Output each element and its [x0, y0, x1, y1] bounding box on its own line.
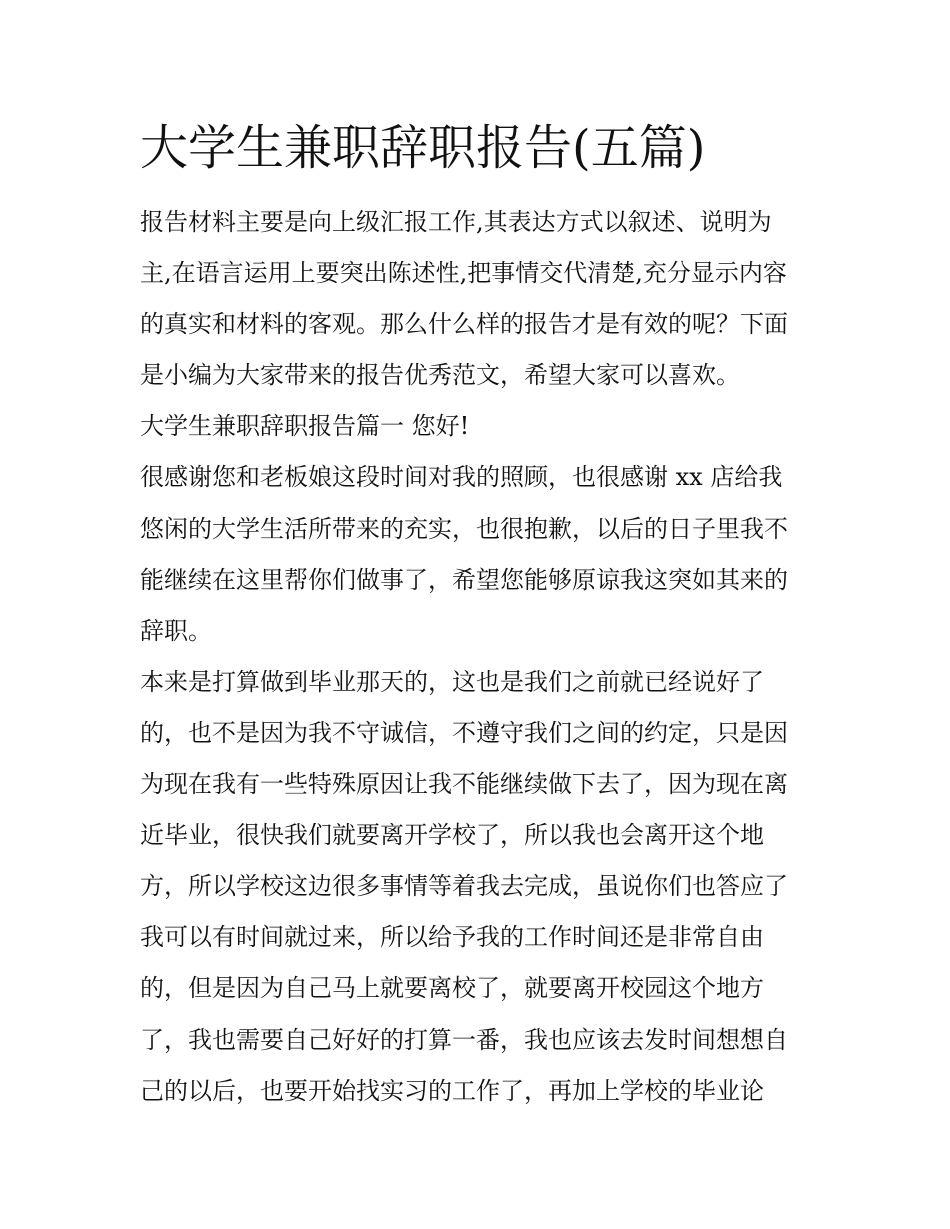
intro-line-2: 主,在语言运用上要突出陈述性,把事情交代清楚,充分显示内容	[140, 259, 787, 288]
paragraph-2-line-2: 的，也不是因为我不守诚信，不遵守我们之间的约定，只是因	[140, 718, 788, 747]
paragraph-2-line-7: 的，但是因为自己马上就要离校了，就要离开校园这个地方	[140, 974, 764, 1003]
intro-line-1: 报告材料主要是向上级汇报工作,其表达方式以叙述、说明为	[140, 208, 772, 236]
paragraph-2-line-5: 方，所以学校这边很多事情等着我去完成，虽说你们也答应了	[140, 872, 788, 901]
paragraph-2-line-9: 己的以后，也要开始找实习的工作了，再加上学校的毕业论	[140, 1076, 764, 1105]
paragraph-1-line-1: 很感谢您和老板娘这段时间对我的照顾，也很感谢 xx 店给我	[140, 463, 783, 492]
paragraph-2-line-4: 近毕业，很快我们就要离开学校了，所以我也会离开这个地	[140, 821, 764, 850]
intro-line-4: 是小编为大家带来的报告优秀范文，希望大家可以喜欢。	[140, 361, 740, 390]
document-title: 大学生兼职辞职报告(五篇)	[140, 120, 706, 176]
section-heading-line: 大学生兼职辞职报告篇一 您好!	[140, 412, 470, 441]
document-body	[140, 197, 820, 1117]
paragraph-2-line-1: 本来是打算做到毕业那天的，这也是我们之前就已经说好了	[140, 667, 764, 696]
paragraph-1-line-3: 能继续在这里帮你们做事了，希望您能够原谅我这突如其来的	[140, 565, 788, 594]
intro-line-3: 的真实和材料的客观。那么什么样的报告才是有效的呢？下面	[140, 310, 788, 339]
paragraph-2-line-8: 了，我也需要自己好好的打算一番，我也应该去发时间想想自	[140, 1025, 788, 1054]
paragraph-1-line-2: 悠闲的大学生活所带来的充实，也很抱歉，以后的日子里我不	[140, 514, 788, 543]
paragraph-2-line-6: 我可以有时间就过来，所以给予我的工作时间还是非常自由	[140, 923, 764, 952]
paragraph-1-line-4: 辞职。	[140, 616, 212, 645]
paragraph-2-line-3: 为现在我有一些特殊原因让我不能继续做下去了，因为现在离	[140, 770, 788, 799]
